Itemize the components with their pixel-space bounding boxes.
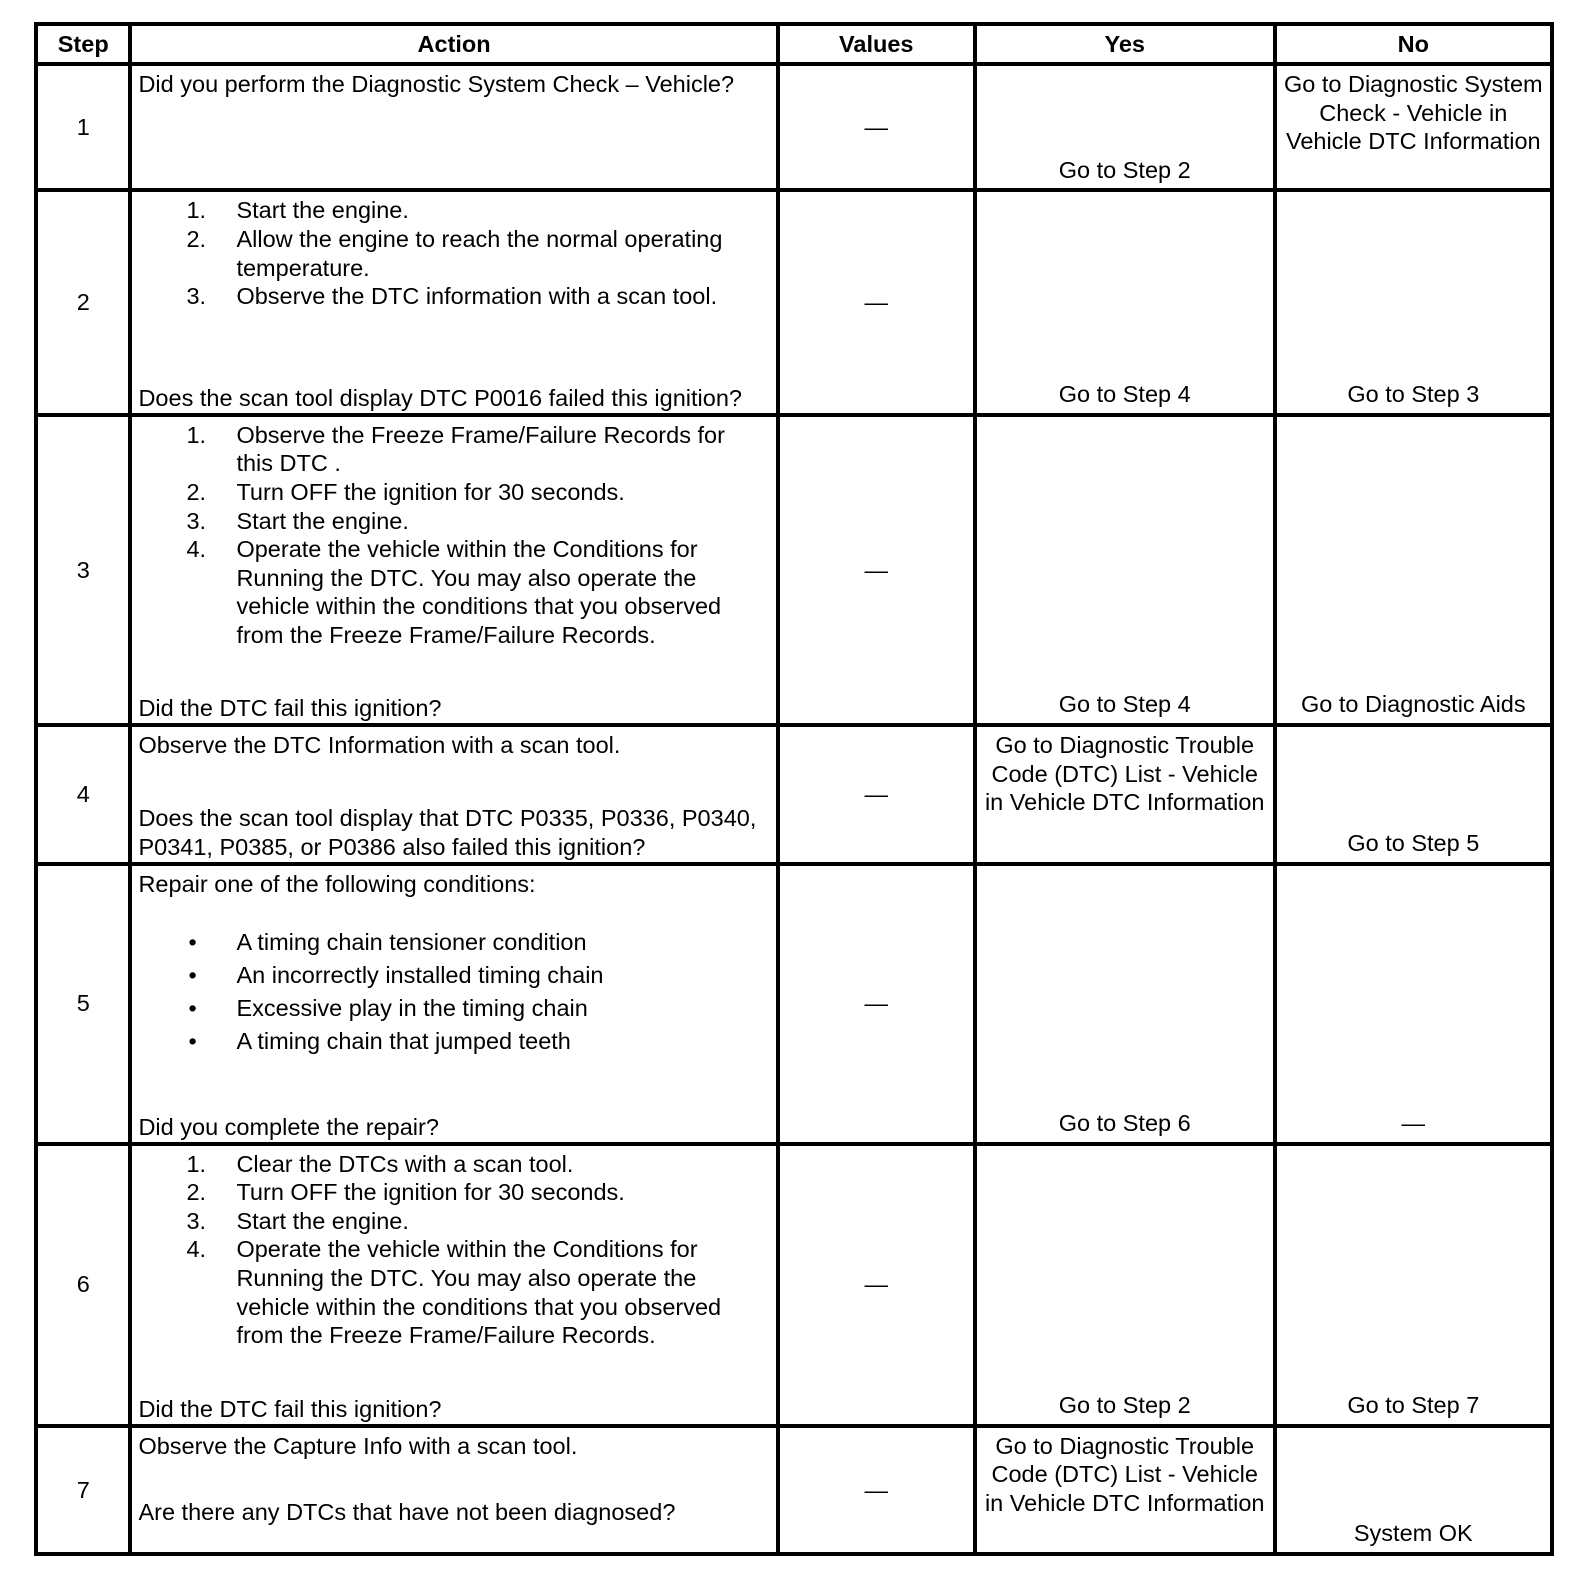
table-row (38, 415, 1550, 725)
list-item: • An incorrectly installed timing chain (188, 962, 604, 989)
list-item: • Excessive play in the timing chain (188, 995, 588, 1022)
step-number: 2 (38, 190, 130, 414)
list-item: • A timing chain that jumped teeth (188, 1028, 571, 1055)
no-cell: System OK (1275, 1426, 1550, 1552)
table-row (38, 864, 1550, 1144)
condition-list (138, 926, 767, 1058)
step-number: 3 (38, 415, 130, 725)
header-action: Action (130, 26, 777, 64)
table-row (38, 190, 1550, 414)
value-cell: — (778, 64, 975, 190)
header-values: Values (778, 26, 975, 64)
step-list-item: 2. Turn OFF the ignition for 30 seconds. (186, 478, 625, 505)
value-cell: — (778, 190, 975, 414)
diagnostic-table-container (34, 22, 1554, 1556)
step-list-item: 1. Start the engine. (186, 197, 409, 224)
action-cell (130, 415, 777, 725)
action-cell (130, 190, 777, 414)
header-row (38, 26, 1550, 64)
step-list-item: 2. Turn OFF the ignition for 30 seconds. (186, 1179, 625, 1206)
table-row (38, 64, 1550, 190)
no-cell: Go to Step 3 (1275, 190, 1550, 414)
value-cell: — (778, 864, 975, 1144)
action-text: Observe the Capture Info with a scan tool. (138, 1432, 578, 1459)
step-list-item: 1. Clear the DTCs with a scan tool. (186, 1150, 574, 1177)
step-number: 1 (38, 64, 130, 190)
action-question: Did the DTC fail this ignition? (138, 1396, 442, 1422)
step-number: 6 (38, 1144, 130, 1426)
action-text: Observe the DTC Information with a scan tool. (138, 732, 621, 759)
yes-cell: Go to Step 4 (975, 190, 1275, 414)
action-cell (130, 1426, 777, 1552)
no-cell: Go to Step 5 (1275, 725, 1550, 863)
step-list-item: 3. Observe the DTC information with a scan tool. (186, 283, 718, 310)
header-step: Step (38, 26, 130, 64)
step-list (138, 196, 767, 310)
value-cell: — (778, 725, 975, 863)
yes-cell: Go to Diagnostic Trouble Code (DTC) List - Vehicle in Vehicle DTC Information (975, 1426, 1275, 1552)
step-list-item: 3. Start the engine. (186, 507, 409, 534)
step-list-item: 2. Allow the engine to reach the normal operating temperature. (186, 225, 723, 281)
action-cell (130, 725, 777, 863)
yes-cell: Go to Step 2 (975, 1144, 1275, 1426)
value-cell: — (778, 1426, 975, 1552)
table-row (38, 1144, 1550, 1426)
yes-cell: Go to Step 2 (975, 64, 1275, 190)
action-question: Does the scan tool display DTC P0016 failed this ignition? (138, 385, 742, 412)
action-text: Repair one of the following conditions: (138, 870, 536, 897)
value-cell: — (778, 1144, 975, 1426)
no-cell: Go to Diagnostic Aids (1275, 415, 1550, 725)
step-number: 4 (38, 725, 130, 863)
action-text: Did you perform the Diagnostic System Check – Vehicle? (138, 71, 735, 97)
table-row (38, 1426, 1550, 1552)
yes-cell: Go to Step 6 (975, 864, 1275, 1144)
action-question: Are there any DTCs that have not been diagnosed? (138, 1499, 676, 1526)
step-list (138, 421, 767, 650)
action-question: Did the DTC fail this ignition? (138, 695, 442, 722)
step-number: 5 (38, 864, 130, 1144)
action-question: Did you complete the repair? (138, 1113, 439, 1140)
step-number: 7 (38, 1426, 130, 1552)
step-list-item: 4. Operate the vehicle within the Conditions for Running the DTC. You may also operate the vehicle within the conditions that you observed from the Freeze Frame/Failure Records. (186, 536, 722, 648)
step-list-item: 4. Operate the vehicle within the Conditions for Running the DTC. You may also operate the vehicle within the conditions that you observed from the Freeze Frame/Failure Records. (186, 1236, 722, 1349)
yes-cell: Go to Diagnostic Trouble Code (DTC) List - Vehicle in Vehicle DTC Information (975, 725, 1275, 863)
action-cell (130, 1144, 777, 1426)
action-cell (130, 864, 777, 1144)
header-no: No (1275, 26, 1550, 64)
step-list-item: 3. Start the engine. (186, 1207, 409, 1234)
no-cell: — (1275, 864, 1550, 1144)
value-cell: — (778, 415, 975, 725)
step-list-item: 1. Observe the Freeze Frame/Failure Records for this DTC . (186, 421, 725, 477)
list-item: • A timing chain tensioner condition (188, 929, 587, 956)
diagnostic-table (38, 26, 1550, 1552)
table-row (38, 725, 1550, 863)
no-cell: Go to Diagnostic System Check - Vehicle in Vehicle DTC Information (1275, 64, 1550, 190)
action-question: Does the scan tool display that DTC P0335, P0336, P0340, P0341, P0385, or P0386 also failed this ignition? (138, 805, 757, 860)
no-cell: Go to Step 7 (1275, 1144, 1550, 1426)
yes-cell: Go to Step 4 (975, 415, 1275, 725)
header-yes: Yes (975, 26, 1275, 64)
step-list (138, 1150, 767, 1350)
action-cell (130, 64, 777, 190)
